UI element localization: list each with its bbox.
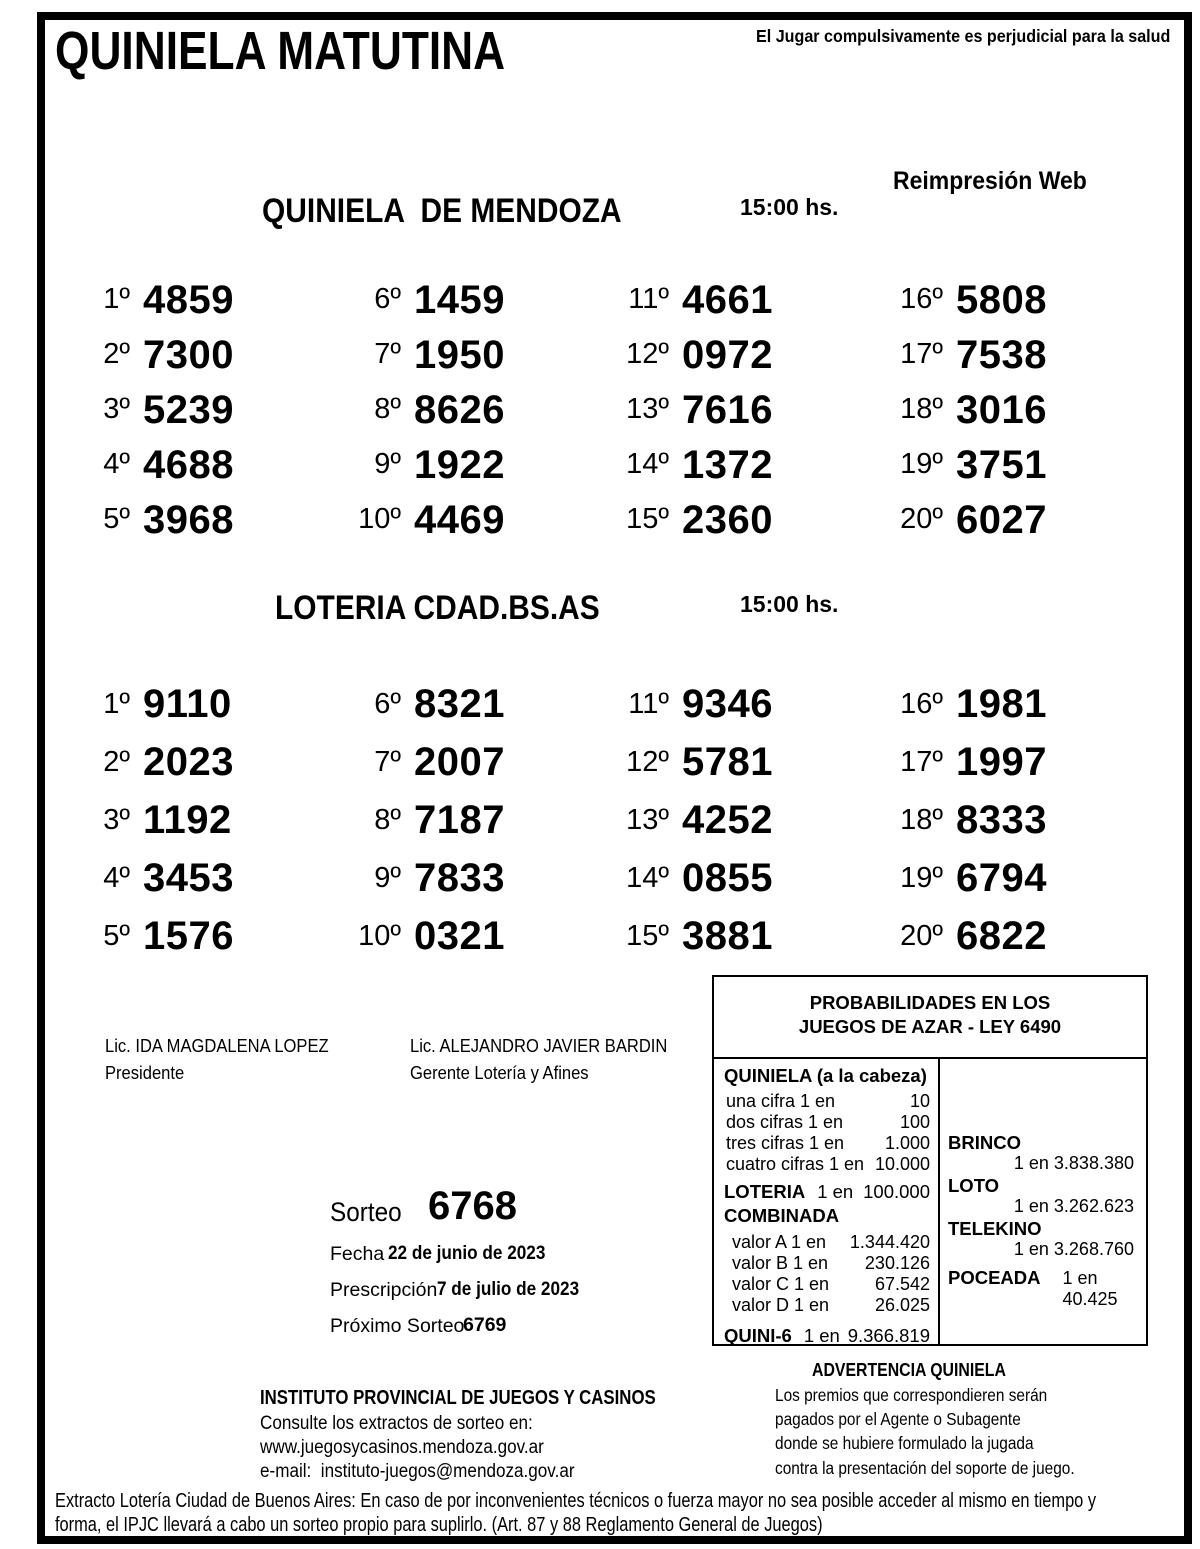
result-cell	[617, 382, 891, 437]
page-title: QUINIELA MATUTINA	[55, 21, 506, 81]
result-position: 12º	[626, 338, 669, 370]
result-position: 16º	[900, 687, 943, 720]
result-position: 8º	[374, 803, 401, 836]
result-cell	[349, 492, 617, 547]
result-number: 4859	[143, 277, 234, 322]
result-cell	[891, 492, 1131, 547]
advertencia-line: pagados por el Agente o Subagente	[775, 1409, 1021, 1429]
result-cell	[617, 733, 891, 791]
odds-row	[726, 1133, 930, 1154]
quiniela-odds-rows	[724, 1091, 930, 1175]
result-position: 15º	[626, 503, 669, 535]
result-cell	[891, 437, 1131, 492]
odds-value: 1 en 3.262.623	[1013, 1196, 1134, 1216]
result-cell	[78, 675, 349, 733]
result-position: 2º	[103, 745, 130, 778]
result-cell	[891, 791, 1131, 849]
results-grid-mendoza	[78, 272, 1131, 547]
odds-label: cuatro cifras 1 en	[726, 1154, 865, 1174]
result-cell	[617, 272, 891, 327]
institute-name: INSTITUTO PROVINCIAL DE JUEGOS Y CASINOS	[260, 1386, 656, 1409]
result-number: 1950	[414, 332, 505, 377]
odds-label: valor B 1 en	[732, 1253, 829, 1273]
result-position: 13º	[626, 393, 669, 425]
result-number: 2007	[414, 740, 505, 784]
result-number: 6027	[956, 497, 1047, 542]
odds-label: dos cifras 1 en	[726, 1112, 844, 1132]
result-position: 15º	[626, 919, 669, 952]
telekino-odds	[948, 1219, 1134, 1259]
probabilities-title-line1: PROBABILIDADES EN LOS	[809, 992, 1051, 1013]
result-number: 2360	[682, 497, 773, 542]
odds-mid: 1 en	[803, 1325, 840, 1346]
advertencia-line: contra la presentación del soporte de juego.	[775, 1458, 1075, 1478]
odds-label: BRINCO	[948, 1132, 1021, 1153]
result-position: 1º	[103, 283, 130, 315]
institute-email: e-mail: instituto-juegos@mendoza.gov.ar	[260, 1461, 575, 1482]
loto-odds	[948, 1176, 1134, 1216]
result-number: 1576	[143, 914, 234, 958]
draw-time-bsas: 15:00 hs.	[740, 591, 839, 617]
result-cell	[78, 492, 349, 547]
result-cell	[349, 327, 617, 382]
odds-label: una cifra 1 en	[726, 1091, 836, 1111]
result-position: 8º	[374, 393, 401, 425]
result-position: 2º	[103, 338, 130, 370]
official-role-president: Presidente	[105, 1063, 185, 1083]
result-cell	[349, 849, 617, 907]
quiniela-odds-header: QUINIELA (a la cabeza)	[724, 1065, 927, 1086]
sorteo-label: Sorteo	[330, 1197, 402, 1227]
result-cell	[349, 382, 617, 437]
brinco-odds	[948, 1133, 1134, 1173]
result-position: 17º	[900, 338, 943, 370]
result-number: 3453	[143, 856, 234, 900]
probabilities-right-column	[940, 1059, 1146, 1346]
result-position: 7º	[374, 745, 401, 778]
odds-value: 1.344.420	[849, 1232, 930, 1252]
result-number: 4469	[414, 497, 505, 542]
proximo-sorteo-value: 6769	[463, 1314, 507, 1336]
odds-value: 100.000	[863, 1181, 930, 1202]
result-cell	[617, 791, 891, 849]
result-position: 7º	[374, 338, 401, 370]
odds-label: POCEADA	[948, 1267, 1041, 1288]
odds-row	[732, 1232, 930, 1253]
result-position: 18º	[900, 393, 943, 425]
result-number: 5239	[143, 387, 234, 432]
odds-row	[732, 1253, 930, 1274]
result-cell	[617, 675, 891, 733]
result-number: 9110	[143, 682, 232, 726]
prescripcion-label: Prescripción	[330, 1279, 438, 1301]
odds-value: 67.542	[874, 1274, 930, 1294]
odds-value: 26.025	[874, 1295, 930, 1315]
result-cell	[617, 849, 891, 907]
odds-row	[732, 1295, 930, 1316]
odds-value: 230.126	[864, 1253, 930, 1273]
result-position: 20º	[900, 503, 943, 535]
result-number: 8321	[414, 682, 505, 726]
result-position: 4º	[103, 861, 130, 894]
result-position: 9º	[374, 861, 401, 894]
odds-value: 100	[899, 1112, 930, 1132]
result-number: 7833	[414, 856, 505, 900]
result-position: 6º	[374, 283, 401, 315]
advertencia-title: ADVERTENCIA QUINIELA	[811, 1360, 1006, 1380]
sorteo-number: 6768	[428, 1184, 517, 1228]
result-cell	[891, 382, 1131, 437]
result-position: 4º	[103, 448, 130, 480]
odds-value: 1 en 3.838.380	[1013, 1153, 1134, 1173]
draw-time-mendoza: 15:00 hs.	[740, 194, 839, 220]
result-position: 10º	[358, 919, 401, 952]
official-name-president: Lic. IDA MAGDALENA LOPEZ	[105, 1036, 329, 1056]
result-cell	[891, 272, 1131, 327]
result-position: 11º	[628, 283, 669, 315]
proximo-sorteo-label: Próximo Sorteo	[330, 1315, 465, 1337]
result-position: 13º	[626, 803, 669, 836]
probabilities-body	[714, 1059, 1146, 1346]
reprint-web-label: Reimpresión Web	[893, 167, 1087, 195]
odds-label: valor C 1 en	[732, 1274, 830, 1294]
result-number: 7538	[956, 332, 1047, 377]
result-number: 1192	[143, 798, 232, 842]
result-number: 7300	[143, 332, 234, 377]
result-cell	[617, 907, 891, 965]
result-cell	[78, 327, 349, 382]
probabilities-left-column	[714, 1059, 940, 1346]
odds-label: LOTO	[948, 1175, 1000, 1196]
odds-value: 9.366.819	[847, 1325, 930, 1346]
result-number: 8333	[956, 798, 1047, 842]
odds-value: 1.000	[884, 1133, 930, 1153]
result-number: 8626	[414, 387, 505, 432]
probabilities-box	[712, 975, 1148, 1346]
result-number: 6794	[956, 856, 1047, 900]
result-cell	[891, 907, 1131, 965]
result-number: 1459	[414, 277, 505, 322]
result-cell	[617, 492, 891, 547]
result-number: 3881	[682, 914, 773, 958]
odds-value: 1 en 40.425	[1062, 1268, 1118, 1309]
result-cell	[891, 675, 1131, 733]
odds-label: valor A 1 en	[732, 1232, 827, 1252]
result-position: 11º	[628, 687, 669, 720]
result-cell	[617, 437, 891, 492]
combinada-header: COMBINADA	[724, 1205, 840, 1226]
result-number: 1981	[956, 682, 1047, 726]
result-cell	[891, 849, 1131, 907]
odds-label: valor D 1 en	[732, 1295, 830, 1315]
result-number: 7616	[682, 387, 773, 432]
result-number: 5781	[682, 740, 773, 784]
result-cell	[349, 272, 617, 327]
odds-label: LOTERIA	[724, 1181, 806, 1202]
odds-row	[726, 1154, 930, 1175]
result-number: 0855	[682, 856, 773, 900]
result-number: 5808	[956, 277, 1047, 322]
result-number: 9346	[682, 682, 773, 726]
result-number: 3968	[143, 497, 234, 542]
result-cell	[349, 907, 617, 965]
institute-consult-line: Consulte los extractos de sorteo en:	[260, 1413, 533, 1434]
result-cell	[78, 791, 349, 849]
fecha-value: 22 de junio de 2023	[388, 1242, 546, 1264]
odds-label: TELEKINO	[948, 1218, 1042, 1239]
quini6-odds-row	[724, 1325, 930, 1347]
odds-mid: 1 en	[817, 1181, 854, 1202]
result-position: 9º	[374, 448, 401, 480]
result-position: 3º	[103, 393, 130, 425]
odds-value: 10	[909, 1091, 930, 1111]
result-position: 14º	[626, 448, 669, 480]
result-position: 19º	[900, 448, 943, 480]
result-number: 1922	[414, 442, 505, 487]
advertencia-line: Los premios que correspondieren serán	[775, 1385, 1048, 1405]
draw-title-mendoza: QUINIELA DE MENDOZA	[262, 192, 622, 230]
odds-label: tres cifras 1 en	[726, 1133, 845, 1153]
result-cell	[617, 327, 891, 382]
result-number: 7187	[414, 798, 505, 842]
result-number: 3016	[956, 387, 1047, 432]
result-position: 5º	[103, 503, 130, 535]
odds-value: 1 en 3.268.760	[1013, 1239, 1134, 1259]
result-number: 4688	[143, 442, 234, 487]
result-number: 0321	[414, 914, 505, 958]
result-position: 14º	[626, 861, 669, 894]
result-cell	[349, 675, 617, 733]
result-cell	[349, 791, 617, 849]
result-position: 6º	[374, 687, 401, 720]
result-position: 16º	[900, 283, 943, 315]
result-position: 18º	[900, 803, 943, 836]
result-number: 4252	[682, 798, 773, 842]
result-number: 6822	[956, 914, 1047, 958]
result-cell	[78, 272, 349, 327]
result-position: 10º	[358, 503, 401, 535]
loteria-odds-row	[724, 1181, 930, 1203]
result-position: 1º	[103, 687, 130, 720]
health-warning: El Jugar compulsivamente es perjudicial para la salud	[755, 26, 1170, 46]
results-grid-bsas	[78, 675, 1131, 965]
result-position: 17º	[900, 745, 943, 778]
result-cell	[891, 327, 1131, 382]
footer-disclaimer-line2: forma, el IPJC llevará a cabo un sorteo propio para suplirlo. (Art. 87 y 88 Reglamento General de Juegos)	[55, 1514, 823, 1536]
odds-label: QUINI-6	[724, 1325, 792, 1346]
odds-value: 10.000	[874, 1154, 930, 1174]
combinada-odds-rows	[724, 1232, 930, 1316]
odds-row	[732, 1274, 930, 1295]
result-cell	[78, 382, 349, 437]
draw-title-bsas: LOTERIA CDAD.BS.AS	[275, 589, 600, 627]
footer-disclaimer-line1: Extracto Lotería Ciudad de Buenos Aires: En caso de por inconvenientes técnicos o fuerza mayor no sea posible acceder al mismo en tiempo y	[55, 1490, 1097, 1512]
result-number: 3751	[956, 442, 1047, 487]
advertencia-line: donde se hubiere formulado la jugada	[775, 1433, 1034, 1453]
result-number: 1372	[682, 442, 773, 487]
poceada-odds	[948, 1267, 1134, 1310]
result-position: 20º	[900, 919, 943, 952]
result-position: 12º	[626, 745, 669, 778]
result-number: 2023	[143, 740, 234, 784]
official-role-manager: Gerente Lotería y Afines	[410, 1063, 589, 1083]
probabilities-title-line2: JUEGOS DE AZAR - LEY 6490	[798, 1016, 1062, 1037]
fecha-label: Fecha	[330, 1243, 385, 1265]
odds-row	[726, 1091, 930, 1112]
result-cell	[349, 733, 617, 791]
result-position: 5º	[103, 919, 130, 952]
result-cell	[78, 849, 349, 907]
institute-website: www.juegosycasinos.mendoza.gov.ar	[260, 1437, 544, 1458]
result-cell	[78, 907, 349, 965]
odds-row	[726, 1112, 930, 1133]
result-number: 1997	[956, 740, 1047, 784]
result-position: 3º	[103, 803, 130, 836]
result-number: 0972	[682, 332, 773, 377]
result-cell	[891, 733, 1131, 791]
result-cell	[349, 437, 617, 492]
result-cell	[78, 437, 349, 492]
prescripcion-value: 7 de julio de 2023	[437, 1278, 580, 1300]
official-name-manager: Lic. ALEJANDRO JAVIER BARDIN	[410, 1036, 668, 1056]
probabilities-title	[714, 977, 1146, 1059]
result-cell	[78, 733, 349, 791]
result-position: 19º	[900, 861, 943, 894]
result-number: 4661	[682, 277, 773, 322]
